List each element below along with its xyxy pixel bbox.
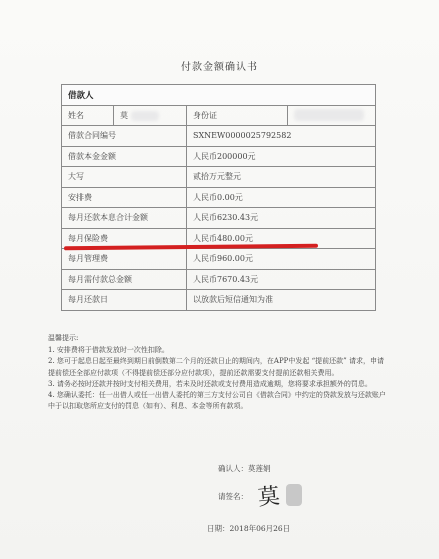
table-row [62, 187, 376, 208]
name-value: 莫 [114, 105, 187, 126]
table-row [62, 146, 376, 167]
note-item: 1. 安排费将于借款发放时一次性扣除。 [48, 346, 169, 355]
note-item: 2. 您可于起息日起至最终到期日前倒数第二个月的还款日止的期间内，在APP中发起 “提前还款” 请求，申请提前偿还全部应付款项（不得提前偿还部分应付款项），提前还款需要支付提前还款相关费用。 [48, 357, 384, 377]
id-label: 身份证 [187, 105, 288, 126]
row-label: 安排费 [62, 187, 187, 208]
row-label: 每月管理费 [62, 249, 187, 270]
row-label: 每月需付款总金额 [62, 269, 187, 290]
handwritten-signature [256, 478, 316, 514]
row-value: 以放款后短信通知为准 [187, 290, 376, 311]
row-label: 每月还款本息合计金额 [62, 208, 187, 229]
note-item: 4. 您确认委托：任一出借人或任一出借人委托的第三方支付公司自《借款合同》中约定的贷款发放与还款账户中于以扣取您所应支付的罚息（如有）、利息、本金等所有款项。 [48, 391, 386, 411]
row-label: 大写 [62, 167, 187, 188]
row-value: 贰拾万元整元 [187, 167, 376, 188]
row-label: 借款本金金额 [62, 146, 187, 167]
row-value: 人民币200000元 [187, 146, 376, 167]
row-value: 人民币6230.43元 [187, 208, 376, 229]
section-header: 借款人 [62, 85, 376, 106]
table-row [62, 290, 376, 311]
confirm-person: 确认人：莫莲娟 [218, 464, 271, 473]
row-label: 借款合同编号 [62, 126, 187, 147]
notes-heading: 温馨提示: [48, 334, 79, 342]
note-item: 3. 请务必按时还款并按时支付相关费用，若未及时还款或支付费用造成逾期，您将要求承担额外的罚息。 [48, 379, 372, 388]
sign-date: 日期：2018年06月26日 [207, 524, 291, 533]
name-label: 姓名 [62, 105, 114, 126]
redacted-signature [286, 484, 302, 506]
row-value: 人民币0.00元 [187, 187, 376, 208]
document-title: 付款金额确认书 [181, 62, 258, 73]
table-row [62, 249, 376, 270]
row-value: SXNEW0000025792582 [187, 126, 376, 147]
id-value [288, 105, 376, 126]
row-value: 人民币480.00元 [187, 228, 376, 249]
table-row [62, 269, 376, 290]
table-row [62, 167, 376, 188]
row-value: 人民币960.00元 [187, 249, 376, 270]
table-row [62, 208, 376, 229]
signature-glyph: 莫 [256, 483, 282, 511]
redacted-name [131, 111, 159, 121]
row-label: 每月保险费 [62, 228, 187, 249]
payment-table [61, 84, 376, 311]
sign-label: 请签名： [218, 492, 248, 501]
redacted-id [294, 109, 364, 121]
row-label: 每月还款日 [62, 290, 187, 311]
table-row-name [62, 105, 376, 126]
row-value: 人民币7670.43元 [187, 269, 376, 290]
table-row [62, 126, 376, 147]
notes-section [48, 333, 390, 412]
table-row [62, 85, 376, 106]
